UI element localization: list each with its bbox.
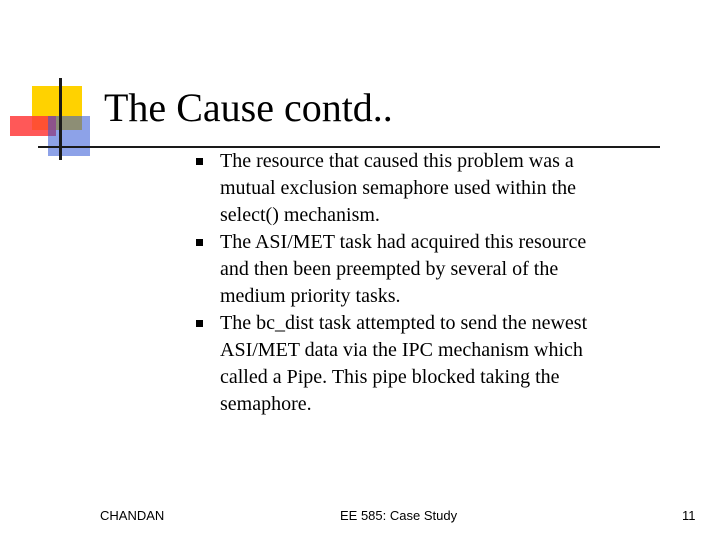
bullet-marker-icon bbox=[196, 239, 203, 246]
footer-author: CHANDAN bbox=[100, 508, 165, 523]
footer-page-number: 11 bbox=[682, 508, 696, 523]
bullet-item-3: The bc_dist task attempted to send the newest ASI/MET data via the IPC mechanism which called a Pipe. This pipe blocked taking the semaphore. bbox=[220, 312, 588, 415]
bullet-marker-icon bbox=[196, 320, 203, 327]
footer-course: EE 585: Case Study bbox=[340, 508, 458, 523]
bullet-marker-icon bbox=[196, 158, 203, 165]
logo-blue-square bbox=[48, 116, 90, 156]
bullet-item-2: The ASI/MET task had acquired this resource and then been preempted by several of the medium priority tasks. bbox=[220, 231, 587, 307]
slide-title: The Cause contd.. bbox=[104, 85, 393, 130]
bullet-item-1: The resource that caused this problem was a mutual exclusion semaphore used within the select() mechanism. bbox=[220, 150, 577, 226]
